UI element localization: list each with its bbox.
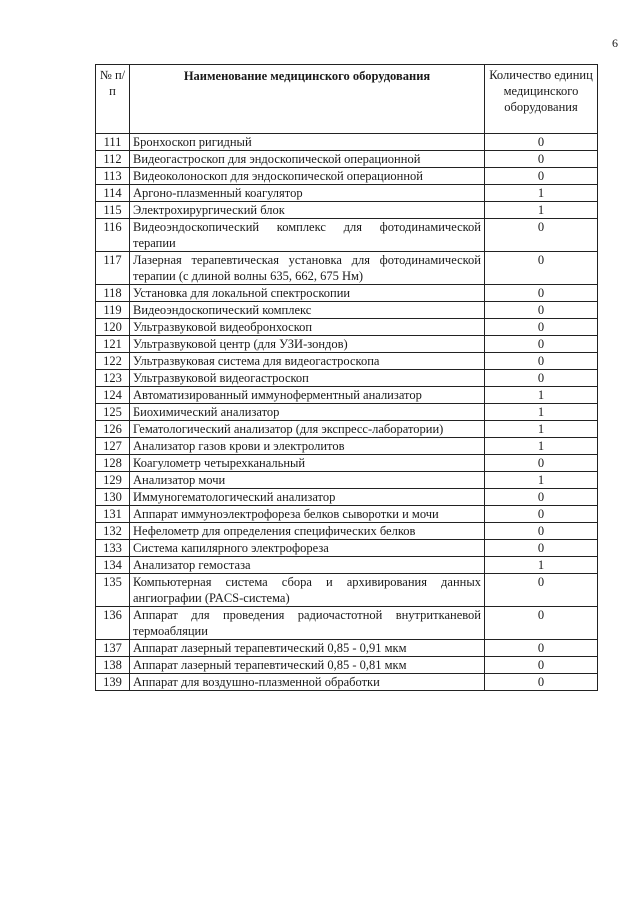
row-quantity: 1: [485, 557, 598, 574]
row-name: Аппарат лазерный терапевтический 0,85 - 0,91 мкм: [130, 640, 485, 657]
row-number: 122: [96, 353, 130, 370]
row-quantity: 1: [485, 438, 598, 455]
row-name: Аппарат для проведения радиочастотной внутритканевой термоабляции: [130, 607, 485, 640]
row-quantity: 0: [485, 302, 598, 319]
row-name: Ультразвуковой видеогастроскоп: [130, 370, 485, 387]
page-number: 6: [612, 36, 618, 50]
table-row: [96, 370, 598, 387]
row-name: Ультразвуковая система для видеогастроскопа: [130, 353, 485, 370]
row-number: 127: [96, 438, 130, 455]
table-row: [96, 472, 598, 489]
row-quantity: 0: [485, 657, 598, 674]
table-row: [96, 285, 598, 302]
row-quantity: 1: [485, 387, 598, 404]
row-name: Ультразвуковой видеобронхоскоп: [130, 319, 485, 336]
row-name: Видеоэндоскопический комплекс: [130, 302, 485, 319]
table-row: [96, 336, 598, 353]
table-row: [96, 540, 598, 557]
table-row: [96, 202, 598, 219]
row-number: 111: [96, 134, 130, 151]
row-number: 134: [96, 557, 130, 574]
row-name: Автоматизированный иммуноферментный анализатор: [130, 387, 485, 404]
row-name: Видеоколоноскоп для эндоскопической операционной: [130, 168, 485, 185]
table-header-row: [96, 65, 598, 134]
row-name: Коагулометр четырехканальный: [130, 455, 485, 472]
row-number: 136: [96, 607, 130, 640]
row-quantity: 0: [485, 607, 598, 640]
header-num: № п/п: [96, 65, 130, 134]
row-number: 128: [96, 455, 130, 472]
row-quantity: 0: [485, 353, 598, 370]
row-quantity: 0: [485, 640, 598, 657]
row-quantity: 0: [485, 455, 598, 472]
row-quantity: 1: [485, 404, 598, 421]
table-row: [96, 319, 598, 336]
row-number: 132: [96, 523, 130, 540]
row-name: Анализатор мочи: [130, 472, 485, 489]
row-number: 126: [96, 421, 130, 438]
table-row: [96, 489, 598, 506]
row-name: Гематологический анализатор (для экспресс-лаборатории): [130, 421, 485, 438]
row-name: Видеоэндоскопический комплекс для фотодинамической терапии: [130, 219, 485, 252]
row-name: Аппарат для воздушно-плазменной обработки: [130, 674, 485, 691]
row-number: 124: [96, 387, 130, 404]
equipment-table: [95, 64, 598, 691]
row-quantity: 0: [485, 285, 598, 302]
row-number: 113: [96, 168, 130, 185]
row-quantity: 0: [485, 252, 598, 285]
row-quantity: 0: [485, 574, 598, 607]
row-name: Аппарат иммуноэлектрофореза белков сыворотки и мочи: [130, 506, 485, 523]
row-name: Аппарат лазерный терапевтический 0,85 - 0,81 мкм: [130, 657, 485, 674]
row-name: Система капилярного электрофореза: [130, 540, 485, 557]
table-row: [96, 657, 598, 674]
header-qty: Количество единиц медицинского оборудования: [485, 65, 598, 134]
row-number: 118: [96, 285, 130, 302]
row-quantity: 0: [485, 168, 598, 185]
row-quantity: 1: [485, 472, 598, 489]
row-name: Электрохирургический блок: [130, 202, 485, 219]
row-quantity: 0: [485, 219, 598, 252]
table-row: [96, 168, 598, 185]
row-quantity: 0: [485, 523, 598, 540]
row-number: 121: [96, 336, 130, 353]
row-name: Ультразвуковой центр (для УЗИ-зондов): [130, 336, 485, 353]
table-row: [96, 506, 598, 523]
row-number: 123: [96, 370, 130, 387]
table-row: [96, 134, 598, 151]
row-number: 125: [96, 404, 130, 421]
table-row: [96, 151, 598, 168]
row-name: Лазерная терапевтическая установка для фотодинамической терапии (с длиной волны 635, 662, 675 Нм): [130, 252, 485, 285]
row-number: 117: [96, 252, 130, 285]
table-row: [96, 523, 598, 540]
table-row: [96, 219, 598, 252]
row-quantity: 0: [485, 540, 598, 557]
table-row: [96, 421, 598, 438]
row-quantity: 0: [485, 489, 598, 506]
table-row: [96, 302, 598, 319]
row-number: 133: [96, 540, 130, 557]
row-name: Биохимический анализатор: [130, 404, 485, 421]
row-name: Аргоно-плазменный коагулятор: [130, 185, 485, 202]
row-number: 112: [96, 151, 130, 168]
table-row: [96, 353, 598, 370]
row-number: 137: [96, 640, 130, 657]
row-name: Анализатор газов крови и электролитов: [130, 438, 485, 455]
row-quantity: 0: [485, 506, 598, 523]
row-name: Бронхоскоп ригидный: [130, 134, 485, 151]
row-quantity: 0: [485, 674, 598, 691]
row-number: 119: [96, 302, 130, 319]
row-number: 135: [96, 574, 130, 607]
row-quantity: 1: [485, 421, 598, 438]
row-name: Нефелометр для определения специфических белков: [130, 523, 485, 540]
row-quantity: 0: [485, 319, 598, 336]
table-row: [96, 185, 598, 202]
row-name: Установка для локальной спектроскопии: [130, 285, 485, 302]
row-name: Видеогастроскоп для эндоскопической операционной: [130, 151, 485, 168]
row-quantity: 1: [485, 185, 598, 202]
row-number: 115: [96, 202, 130, 219]
row-name: Иммуногематологический анализатор: [130, 489, 485, 506]
row-number: 120: [96, 319, 130, 336]
table-row: [96, 438, 598, 455]
table-row: [96, 607, 598, 640]
table-row: [96, 557, 598, 574]
row-name: Компьютерная система сбора и архивирования данных ангиографии (PACS-система): [130, 574, 485, 607]
table-row: [96, 574, 598, 607]
row-quantity: 0: [485, 336, 598, 353]
row-number: 129: [96, 472, 130, 489]
row-number: 131: [96, 506, 130, 523]
table-row: [96, 252, 598, 285]
table-row: [96, 455, 598, 472]
row-quantity: 0: [485, 134, 598, 151]
row-number: 138: [96, 657, 130, 674]
header-name: Наименование медицинского оборудования: [130, 65, 485, 134]
row-quantity: 0: [485, 151, 598, 168]
table-row: [96, 387, 598, 404]
table-row: [96, 640, 598, 657]
row-number: 139: [96, 674, 130, 691]
table-row: [96, 674, 598, 691]
row-number: 130: [96, 489, 130, 506]
table-row: [96, 404, 598, 421]
row-name: Анализатор гемостаза: [130, 557, 485, 574]
row-number: 114: [96, 185, 130, 202]
row-quantity: 0: [485, 370, 598, 387]
row-number: 116: [96, 219, 130, 252]
row-quantity: 1: [485, 202, 598, 219]
